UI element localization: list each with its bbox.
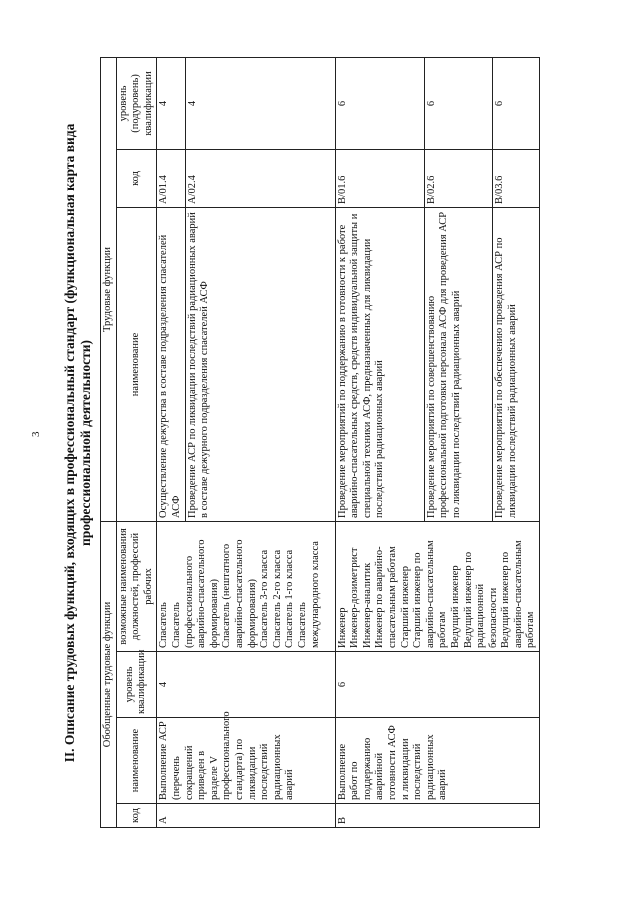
- col-positions-header: возможные наименования должностей, профессий рабочих: [116, 521, 157, 651]
- function-name: Проведение АСР по ликвидации последствий радиационных аварий в составе дежурного подразделения спасателей АСФ: [185, 207, 335, 521]
- function-level: 4: [185, 57, 335, 149]
- function-name: Проведение мероприятий по поддержанию в готовности к работе аварийно-спасательных средств, средств индивидуальной защиты и специальной техники АСФ, предназначенных для ликвидации последствий радиационных аварий: [335, 207, 424, 521]
- function-level: 4: [157, 57, 185, 149]
- labor-functions-header: Трудовые функции: [101, 57, 117, 521]
- row-code: А: [157, 804, 335, 828]
- position-item: Спасатель (профессионального аварийно-спасательного формирования): [170, 539, 220, 648]
- function-code: B/02.6: [424, 149, 492, 207]
- position-item: Инженер-аналитик: [361, 562, 373, 648]
- position-item: Инженер-дозиметрист: [349, 547, 361, 648]
- generalized-functions-header: Обобщенные трудовые функции: [101, 521, 117, 827]
- page-heading: [62, 58, 94, 828]
- row-code: В: [335, 804, 540, 828]
- page-number: 3: [30, 431, 42, 437]
- position-item: Спасатель (нештатного аварийно-спасательного формирования): [221, 539, 258, 648]
- col-code-header: код: [116, 804, 157, 828]
- position-item: Инженер по аварийно-спасательным работам: [374, 546, 398, 648]
- row-level: 4: [157, 652, 335, 718]
- row-positions: [335, 521, 540, 651]
- row-name: Выполнение АСР (перечень сокращений приведен в разделе V профессионального стандарта) по ликвидации последствий радиационных аварий: [157, 718, 335, 804]
- function-code: A/01.4: [157, 149, 185, 207]
- row-positions: [157, 521, 335, 651]
- row-name: Выполнение работ по поддержанию аварийной готовности АСФ и ликвидации последствий радиационных аварий: [335, 718, 540, 804]
- table-row: [157, 57, 185, 827]
- function-code: B/03.6: [492, 149, 539, 207]
- function-name: Проведение мероприятий по совершенствованию профессиональной подготовки персонала АСФ для проведения АСР по ликвидации последствий радиационных аварий: [424, 207, 492, 521]
- functions-table: [100, 57, 540, 828]
- col-fn-name-header: наименование: [116, 207, 157, 521]
- position-item: Ведущий инженер по аварийно-спасательным работам: [500, 540, 537, 648]
- position-item: Ведущий инженер: [449, 565, 461, 648]
- table-row: [335, 57, 424, 827]
- rotated-content: [62, 58, 622, 828]
- col-level-header: уровень квалификации: [116, 652, 157, 718]
- position-item: Спасатель международного класса: [296, 541, 321, 648]
- function-name: Осуществление дежурства в составе подразделения спасателей АСФ: [157, 207, 185, 521]
- function-code: B/01.6: [335, 149, 424, 207]
- position-item: Старший инженер по аварийно-спасательным работам: [412, 540, 449, 648]
- position-item: Ведущий инженер по радиационной безопасности: [462, 551, 499, 648]
- heading-line-1: II. Описание трудовых функций, входящих в профессиональный стандарт (функциональная карта вида: [62, 123, 77, 763]
- position-item: Спасатель 3-го класса: [259, 549, 271, 648]
- position-item: Спасатель: [158, 602, 170, 648]
- position-item: Спасатель 2-го класса: [271, 549, 283, 648]
- position-item: Инженер: [336, 607, 348, 648]
- col-name-header: наименование: [116, 718, 157, 804]
- col-fn-code-header: код: [116, 149, 157, 207]
- col-fn-level-header: уровень (подуровень) квалификации: [116, 57, 157, 149]
- row-level: 6: [335, 652, 540, 718]
- function-name: Проведение мероприятий по обеспечению проведения АСР по ликвидации последствий радиационных аварий: [492, 207, 539, 521]
- function-level: 6: [335, 57, 424, 149]
- function-level: 6: [492, 57, 539, 149]
- position-item: Спасатель 1-го класса: [284, 549, 296, 648]
- heading-line-2: профессиональной деятельности): [78, 340, 93, 546]
- function-code: A/02.4: [185, 149, 335, 207]
- function-level: 6: [424, 57, 492, 149]
- position-item: Старший инженер: [399, 566, 411, 648]
